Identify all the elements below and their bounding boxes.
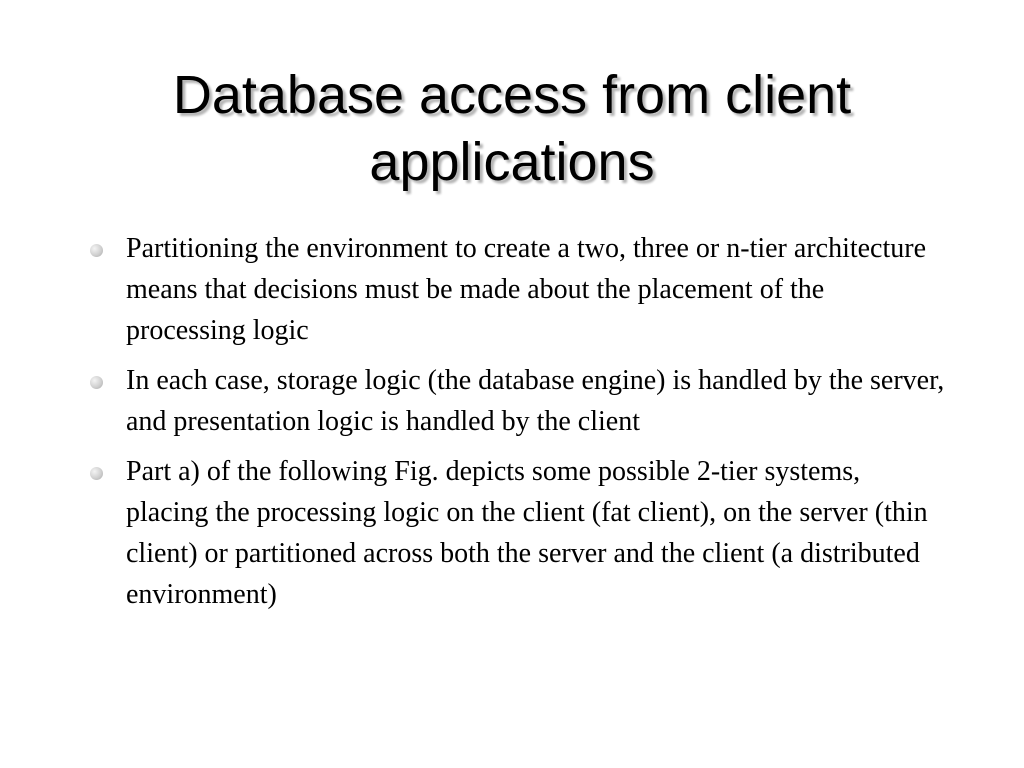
- bullet-text: Part a) of the following Fig. depicts some possible 2-tier systems, placing the processing logic on the client (fat client), on the server (thin client) or partitioned across both the server and the client (a distributed environment): [126, 456, 928, 610]
- bullet-list: [88, 228, 948, 624]
- bullet-item: [88, 451, 948, 615]
- bullet-item: [88, 228, 948, 351]
- bullet-text: In each case, storage logic (the database engine) is handled by the server, and presentation logic is handled by the client: [126, 365, 945, 437]
- bullet-dot-icon: [90, 244, 103, 257]
- slide-title: Database access from client applications: [172, 65, 852, 192]
- bullet-dot-icon: [90, 467, 103, 480]
- bullet-dot-icon: [90, 376, 103, 389]
- bullet-text: Partitioning the environment to create a two, three or n-tier architecture means that decisions must be made about the placement of the processing logic: [126, 233, 927, 346]
- bullet-item: [88, 360, 948, 442]
